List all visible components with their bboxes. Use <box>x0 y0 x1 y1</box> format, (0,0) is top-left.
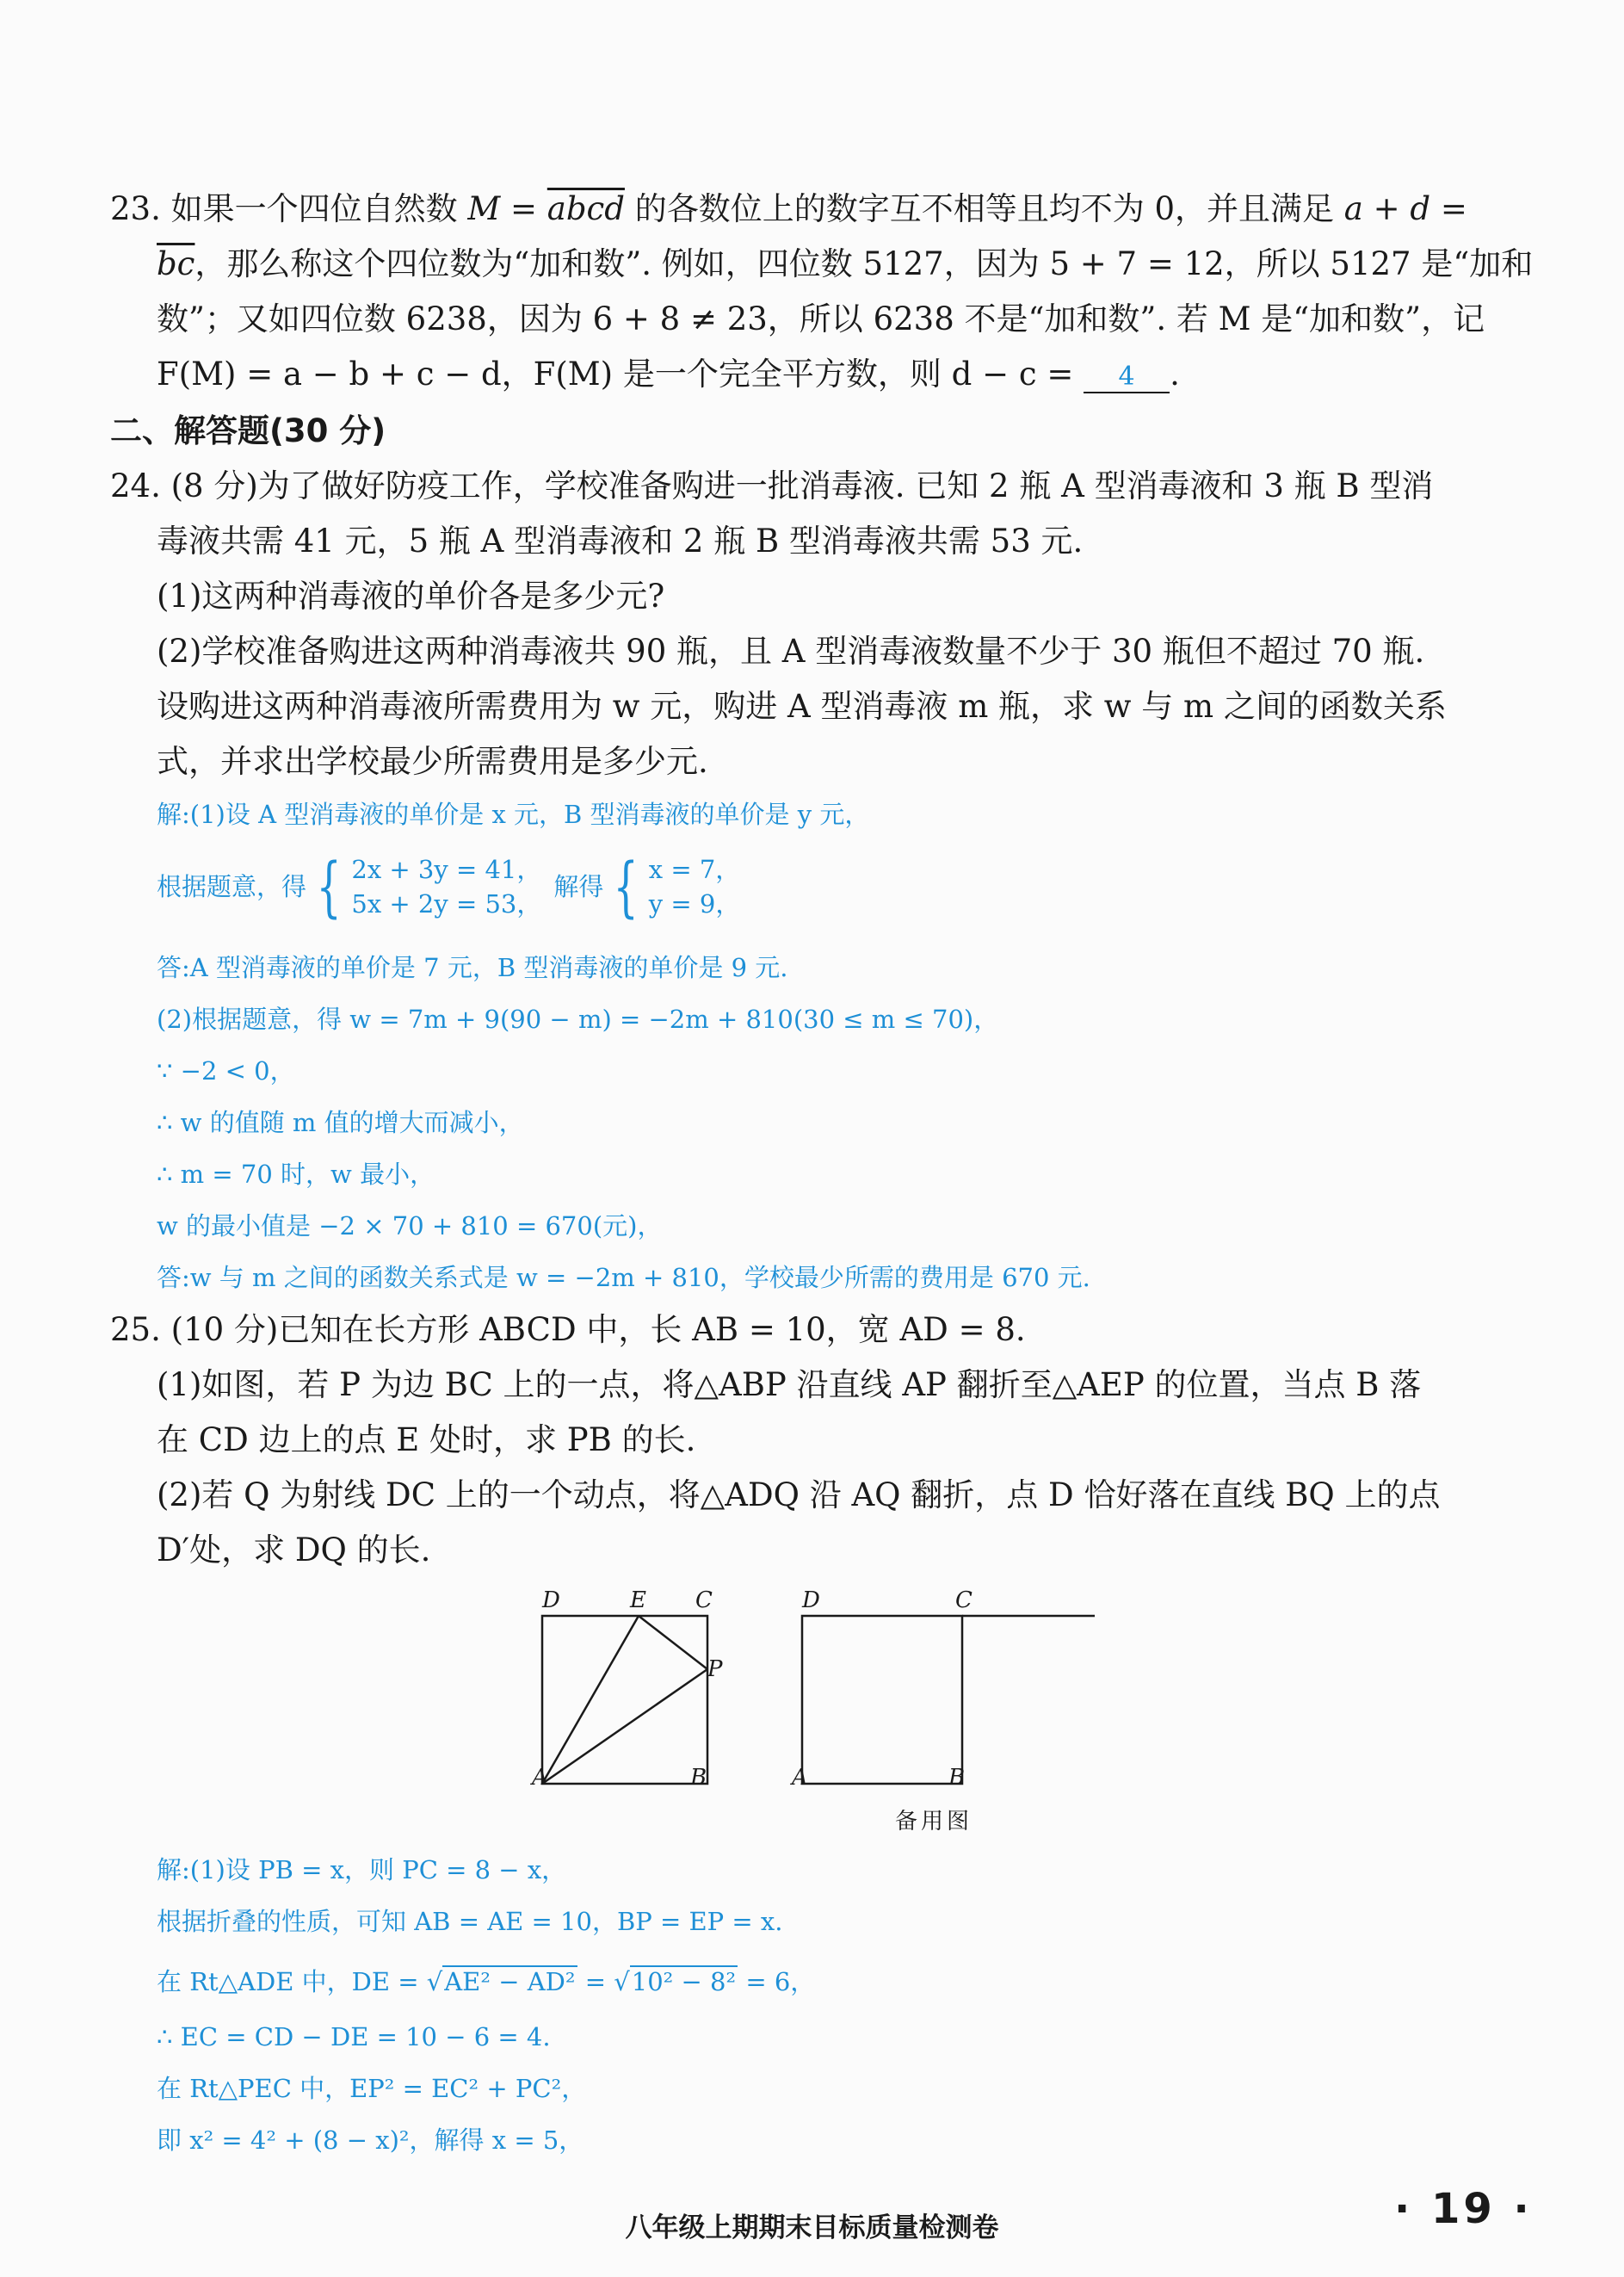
figure-caption: 备用图 <box>895 1809 973 1835</box>
figure-spare <box>802 1616 1095 1784</box>
q25-part-2b: D′处，求 DQ 的长. <box>157 1531 431 1569</box>
segment-ae <box>542 1616 639 1784</box>
label-b-spare: B <box>948 1765 966 1786</box>
label-c: C <box>695 1587 713 1613</box>
q25-ans-2: 根据折叠的性质，可知 AB = AE = 10，BP = EP = x. <box>157 1907 783 1936</box>
q24-ans-4: (2)根据题意，得 w = 7m + 9(90 − m) = −2m + 810(30 ≤ m ≤ 70)， <box>157 1005 999 1034</box>
q24-line-1: 24. (8 分)为了做好防疫工作，学校准备购进一批消毒液. 已知 2 瓶 A 型消毒液和 3 瓶 B 型消 <box>110 467 1434 504</box>
q24-ans-8: w 的最小值是 −2 × 70 + 810 = 670(元)， <box>157 1211 663 1241</box>
label-p: P <box>707 1656 723 1682</box>
label-e: E <box>630 1587 646 1613</box>
q24-ans-6: ∴ w 的值随 m 值的增大而减小， <box>157 1108 524 1137</box>
solution-system: x = 7， y = 9， <box>648 855 741 919</box>
equation-system: 2x + 3y = 41， 5x + 2y = 53， <box>351 855 542 919</box>
segment-ap <box>542 1669 707 1784</box>
q23-line-2: $\overline{bc}$，那么称这个四位数为“加和数”. 例如，四位数 5127，因为 5 + 7 = 12，所以 5127 是“加和 <box>157 245 1534 282</box>
q24-part-2c: 式，并求出学校最少所需费用是多少元. <box>157 743 708 780</box>
geometry-figures <box>525 1580 1110 1786</box>
q25-ans-3: 在 Rt△ADE 中，DE = √AE² − AD² = √10² − 8² = 6， <box>157 1967 816 1996</box>
q25-ans-4: ∴ EC = CD − DE = 10 − 6 = 4. <box>157 2022 551 2051</box>
figure-fold <box>542 1616 707 1784</box>
q23-answer-blank: 4 <box>1084 362 1170 393</box>
q23-line-1: 23. 如果一个四位自然数 M = abcd 的各数位上的数字互不相等且均不为 0，并且满足 a + d = <box>110 190 1467 227</box>
segment-ep <box>639 1616 707 1669</box>
q25-part-1a: (1)如图，若 P 为边 BC 上的一点，将△ABP 沿直线 AP 翻折至△AEP 的位置，当点 B 落 <box>157 1366 1422 1403</box>
q24-ans-3: 答:A 型消毒液的单价是 7 元，B 型消毒液的单价是 9 元. <box>157 953 788 982</box>
q24-part-2a: (2)学校准备购进这两种消毒液共 90 瓶，且 A 型消毒液数量不少于 30 瓶但不超过 70 瓶. <box>157 633 1425 670</box>
q23-line-4: F(M) = a − b + c − d，F(M) 是一个完全平方数，则 d − c = 4 . <box>157 356 1180 393</box>
left-brace-icon: { <box>316 848 342 925</box>
q24-part-2b: 设购进这两种消毒液所需费用为 w 元，购进 A 型消毒液 m 瓶，求 w 与 m 之间的函数关系 <box>157 688 1447 725</box>
label-a: A <box>532 1765 548 1786</box>
section-heading: 二、解答题(30 分) <box>110 412 386 449</box>
q24-ans-1: 解:(1)设 A 型消毒液的单价是 x 元，B 型消毒液的单价是 y 元， <box>157 800 870 829</box>
q25-ans-1: 解:(1)设 PB = x，则 PC = 8 − x， <box>157 1855 567 1884</box>
label-d: D <box>542 1587 560 1613</box>
q24-line-2: 毒液共需 41 元，5 瓶 A 型消毒液和 2 瓶 B 型消毒液共需 53 元. <box>157 523 1084 560</box>
q24-ans-9: 答:w 与 m 之间的函数关系式是 w = −2m + 810，学校最少所需的费用是 670 元. <box>157 1263 1090 1292</box>
footer-title: 八年级上期期末目标质量检测卷 <box>625 2212 999 2243</box>
label-b: B <box>690 1765 707 1786</box>
q25-part-1b: 在 CD 边上的点 E 处时，求 PB 的长. <box>157 1421 696 1458</box>
q25-part-2a: (2)若 Q 为射线 DC 上的一个动点，将△ADQ 沿 AQ 翻折，点 D 恰好落在直线 BQ 上的点 <box>157 1476 1441 1513</box>
q24-part-1: (1)这两种消毒液的单价各是多少元? <box>157 578 665 615</box>
left-brace-icon: { <box>614 848 639 925</box>
q25-ans-6: 即 x² = 4² + (8 − x)²，解得 x = 5， <box>157 2125 584 2155</box>
q24-ans-2: 根据题意，得 { 2x + 3y = 41， 5x + 2y = 53， 解得 { x = 7， y = 9， <box>157 848 741 925</box>
q25-ans-5: 在 Rt△PEC 中，EP² = EC² + PC²， <box>157 2074 587 2103</box>
q24-ans-5: ∵ −2 < 0， <box>157 1056 295 1086</box>
q24-ans-7: ∴ m = 70 时，w 最小， <box>157 1160 435 1189</box>
rectangle-abcd-spare <box>802 1616 962 1784</box>
label-d-spare: D <box>802 1587 820 1613</box>
label-c-spare: C <box>955 1587 973 1613</box>
page-number: · 19 · <box>1394 2185 1533 2233</box>
q25-line-1: 25. (10 分)已知在长方形 ABCD 中，长 AB = 10，宽 AD = 8. <box>110 1311 1026 1348</box>
q23-line-3: 数”；又如四位数 6238，因为 6 + 8 ≠ 23，所以 6238 不是“加和数”. 若 M 是“加和数”，记 <box>157 300 1485 337</box>
label-a-spare: A <box>792 1765 808 1786</box>
